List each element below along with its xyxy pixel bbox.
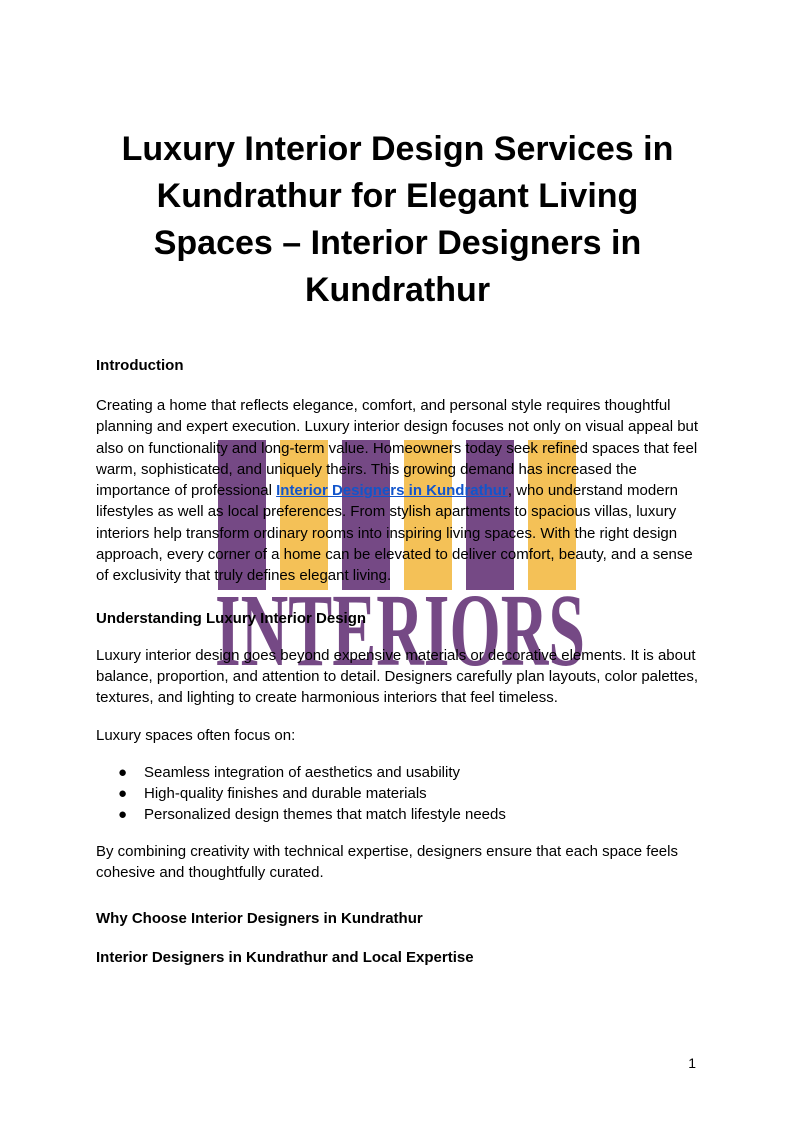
bullet-icon: ● [118, 784, 128, 802]
intro-paragraph [96, 395, 701, 587]
intro-text-part-2: , who understand modern lifestyles as well as local preferences. From stylish apartments to spacious villas, luxury interiors help transform ordinary rooms into inspiring living spaces. With the right design approach, every corner of a home can be elevated to deliver comfort, beauty, and a sense of exclusivity that truly defines elegant living. [96, 482, 693, 585]
section-heading-local-expertise: Interior Designers in Kundrathur and Local Expertise [96, 949, 474, 967]
understanding-paragraph: Luxury interior design goes beyond expensive materials or decorative elements. It is about balance, proportion, and attention to detail. Designers carefully plan layouts, color palettes, textures, and lighting to create harmonious interiors that feel timeless. [96, 646, 699, 707]
focus-bullet-list [96, 762, 701, 825]
section-heading-introduction: Introduction [96, 357, 184, 374]
section-heading-why-choose: Why Choose Interior Designers in Kundrathur [96, 910, 423, 928]
intro-text-part-1: Creating a home that reflects elegance, comfort, and personal style requires thoughtful planning and expert execution. Luxury interior design focuses not only on visual appeal but also on functionality and long-term value. Homeowners today seek refined spaces that feel warm, sophisticated, and uniquely theirs. This growing demand has increased the importance of professional [96, 397, 699, 500]
list-item-text: High-quality finishes and durable materials [144, 784, 427, 802]
list-item-text: Seamless integration of aesthetics and usability [144, 763, 461, 781]
section-heading-understanding: Understanding Luxury Interior Design [96, 609, 367, 627]
focus-intro-text: Luxury spaces often focus on: [96, 726, 296, 744]
list-item-text: Personalized design themes that match lifestyle needs [144, 805, 506, 823]
logo-wordmark: INTERIORS [215, 573, 585, 670]
list-item [96, 762, 701, 783]
page-number: 1 [688, 1055, 696, 1071]
document-body [96, 355, 701, 968]
combining-paragraph: By combining creativity with technical expertise, designers ensure that each space feels cohesive and thoughtfully curated. [96, 842, 678, 882]
bullet-icon: ● [118, 763, 128, 781]
list-item [96, 783, 701, 804]
page-title: Luxury Interior Design Services in Kundrathur for Elegant Living Spaces – Interior Designers in Kundrathur [121, 130, 674, 309]
interior-designers-link[interactable]: Interior Designers in Kundrathur [276, 482, 508, 500]
bullet-icon: ● [118, 805, 128, 823]
list-item [96, 804, 701, 825]
